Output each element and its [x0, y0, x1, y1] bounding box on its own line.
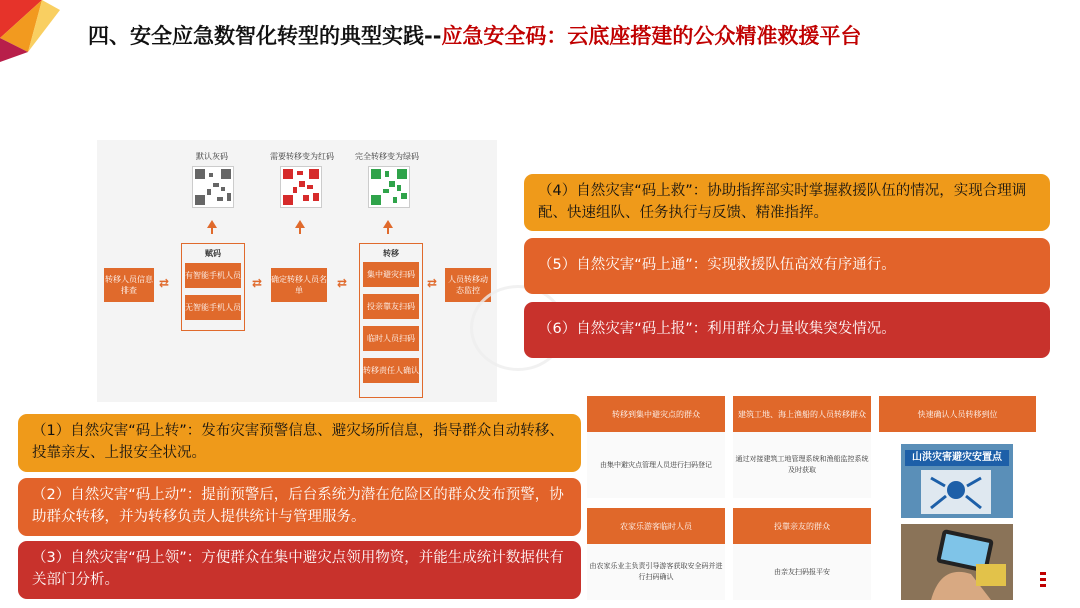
phone-scan-photo [901, 524, 1013, 600]
code-label-green: 完全转移变为绿码 [355, 152, 419, 161]
card-3-head: 快速确认人员转移到位 [879, 396, 1036, 432]
title-prefix: 四、安全应急数智化转型的典型实践-- [88, 24, 442, 48]
swap-icon-2: ⇄ [252, 276, 263, 290]
card-5-head: 投靠亲友的群众 [733, 508, 871, 544]
code-label-red: 需要转移变为红码 [270, 152, 334, 161]
assign-item-no-smartphone: 无智能手机人员 [185, 295, 241, 320]
shelter-sign-photo [901, 444, 1013, 518]
callout-4: （4）自然灾害“码上救”：协助指挥部实时掌握救援队伍的情况，实现合理调配、快速组队、任务执行与反馈、精准指挥。 [524, 174, 1050, 231]
flow-start-box: 转移人员信息排查 [104, 268, 154, 302]
title-highlight: 应急安全码：云底座搭建的公众精准救援平台 [441, 24, 862, 48]
arrow-up-1 [207, 220, 217, 234]
callout-2: （2）自然灾害“码上动”：提前预警后，后台系统为潜在危险区的群众发布预警，协助群众转移，并为转移负责人提供统计与管理服务。 [18, 478, 581, 536]
flow-diagram [97, 140, 497, 402]
callout-5: （5）自然灾害“码上通”：实现救援队伍高效有序通行。 [524, 238, 1050, 294]
phone-icon [901, 524, 1013, 600]
card-1-body: 由集中避灾点管理人员进行扫码登记 [587, 432, 725, 498]
card-4-body: 由农家乐业主负责引导游客获取安全码并进行扫码确认 [587, 544, 725, 600]
card-4-head: 农家乐游客临时人员 [587, 508, 725, 544]
card-5-body: 由亲友扫码报平安 [733, 544, 871, 600]
qr-red-icon [280, 166, 322, 208]
transfer-title: 转移 [383, 249, 399, 258]
page-title [88, 20, 861, 50]
page-marks [1040, 572, 1046, 590]
card-1-head: 转移到集中避灾点的群众 [587, 396, 725, 432]
brand-logo-icon [0, 0, 70, 70]
card-2-head: 建筑工地、海上渔船的人员转移群众 [733, 396, 871, 432]
transfer-item-shelter: 集中避灾扫码 [363, 262, 419, 287]
card-2-body: 通过对接建筑工地管理系统和渔船监控系统及时获取 [733, 432, 871, 498]
arrow-up-3 [383, 220, 393, 234]
shelter-sign-text: 山洪灾害避灾安置点 [905, 450, 1009, 466]
assign-title: 赋码 [205, 249, 221, 258]
flow-end-box: 人员转移动态监控 [445, 268, 491, 302]
transfer-item-relatives: 投亲靠友扫码 [363, 294, 419, 319]
code-label-gray: 默认灰码 [196, 152, 228, 161]
shelter-symbol-icon [921, 470, 991, 514]
qr-green-icon [368, 166, 410, 208]
transfer-item-responsible: 转移责任人确认 [363, 358, 419, 383]
callout-3: （3）自然灾害“码上领”：方便群众在集中避灾点领用物资，并能生成统计数据供有关部门分析。 [18, 541, 581, 599]
qr-gray-icon [192, 166, 234, 208]
swap-icon-3: ⇄ [337, 276, 348, 290]
swap-icon-4: ⇄ [427, 276, 438, 290]
assign-item-smartphone: 有智能手机人员 [185, 263, 241, 288]
swap-icon-1: ⇄ [159, 276, 170, 290]
arrow-up-2 [295, 220, 305, 234]
callout-1: （1）自然灾害“码上转”：发布灾害预警信息、避灾场所信息，指导群众自动转移、投靠亲友、上报安全状况。 [18, 414, 581, 472]
callout-6: （6）自然灾害“码上报”：利用群众力量收集突发情况。 [524, 302, 1050, 358]
confirm-list-box: 确定转移人员名单 [271, 268, 327, 302]
transfer-item-temporary: 临时人员扫码 [363, 326, 419, 351]
